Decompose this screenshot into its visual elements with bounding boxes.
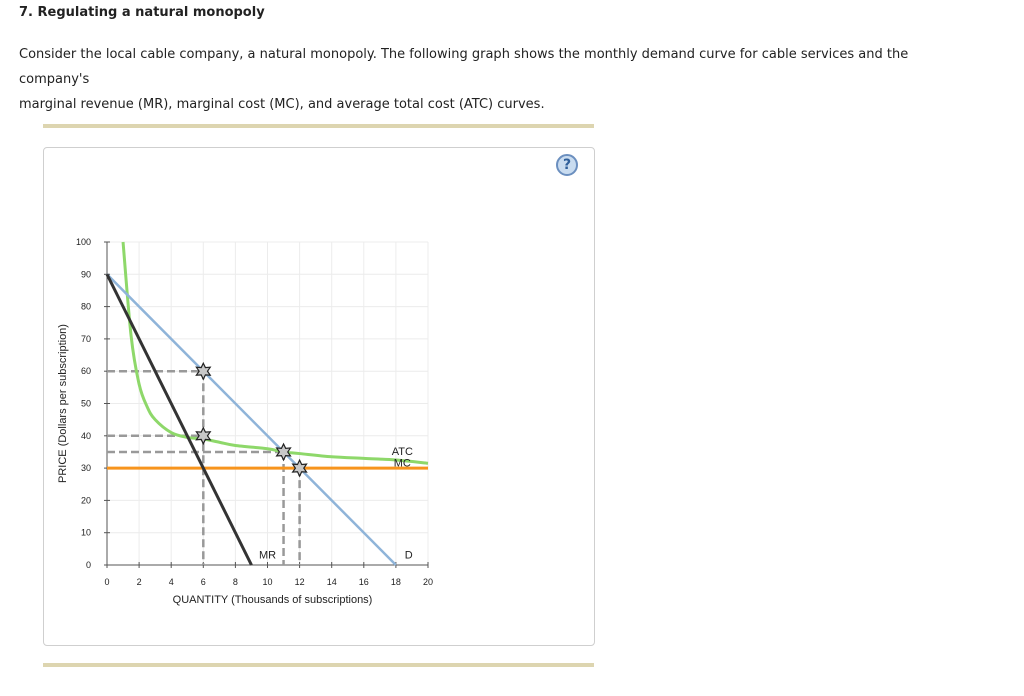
- curve-label-atc: ATC: [391, 446, 413, 459]
- x-tick-label: 12: [294, 577, 305, 587]
- curve-d: [107, 274, 396, 565]
- y-tick-label: 80: [80, 301, 91, 312]
- y-axis-label: PRICE (Dollars per subscription): [57, 324, 69, 483]
- prompt-line-1: Consider the local cable company, a natural monopoly. The following graph shows the monthly demand curve for cable services and the company's: [19, 47, 909, 87]
- curve-atc: [123, 242, 428, 463]
- y-tick-label: 10: [80, 527, 91, 538]
- y-tick-label: 100: [75, 237, 91, 247]
- y-tick-label: 20: [80, 495, 91, 506]
- x-tick-label: 14: [326, 577, 337, 587]
- y-tick-label: 40: [80, 430, 91, 441]
- x-tick-label: 10: [262, 577, 273, 587]
- question-title: 7. Regulating a natural monopoly: [19, 5, 265, 20]
- y-tick-label: 50: [80, 398, 91, 409]
- prompt-line-2: marginal revenue (MR), marginal cost (MC), and average total cost (ATC) curves.: [19, 97, 545, 112]
- y-tick-label: 60: [80, 366, 91, 377]
- x-tick-label: 6: [200, 577, 206, 587]
- y-tick-label: 70: [80, 333, 91, 344]
- y-tick-label: 0: [85, 560, 91, 570]
- curve-label-d: D: [404, 549, 413, 562]
- x-axis-label: QUANTITY (Thousands of subscriptions): [172, 594, 373, 606]
- curve-label-mc: MC: [393, 457, 411, 470]
- bottom-divider: [43, 663, 594, 667]
- y-tick-label: 30: [80, 463, 91, 474]
- x-tick-label: 8: [232, 577, 238, 587]
- help-icon[interactable]: ?: [556, 154, 578, 176]
- x-tick-label: 18: [390, 577, 401, 587]
- curve-mr: [107, 274, 251, 565]
- x-tick-label: 16: [358, 577, 369, 587]
- x-tick-label: 4: [168, 577, 174, 587]
- x-tick-label: 20: [422, 577, 434, 587]
- curve-label-mr: MR: [258, 549, 277, 562]
- x-tick-label: 2: [136, 577, 142, 587]
- y-tick-label: 90: [80, 269, 91, 280]
- x-tick-label: 0: [104, 577, 110, 587]
